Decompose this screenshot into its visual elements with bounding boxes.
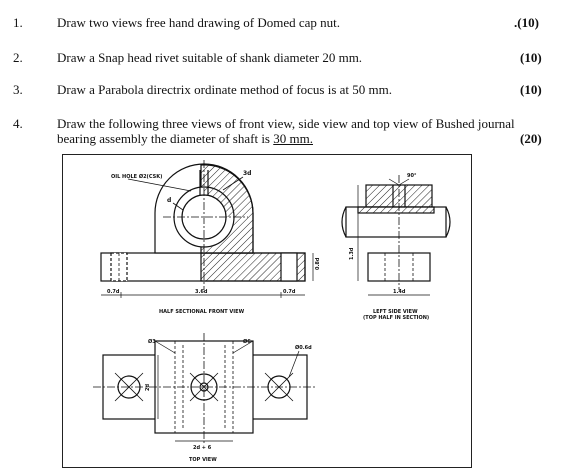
dim-0-8d: 0.8d: [315, 257, 321, 270]
label-d: d: [167, 197, 172, 204]
bearing-drawing-figure: [62, 154, 472, 468]
dim-0-7d-left: 0.7d: [107, 289, 120, 295]
question-4-text-line2: [57, 131, 313, 147]
label-3d: 3d: [243, 170, 252, 177]
question-3-text: Draw a Parabola directrix ordinate method of focus is at 50 mm.: [57, 82, 393, 97]
dim-0-7d-right: 0.7d: [283, 289, 296, 295]
question-2-marks: (10): [520, 50, 542, 65]
dim-2d: 2d: [145, 383, 151, 391]
dim-bottom: 2d + 6: [193, 445, 212, 451]
front-view-caption: HALF SECTIONAL FRONT VIEW: [159, 309, 245, 315]
dim-3-6d: 3.6d: [195, 289, 208, 295]
side-view-caption-2: (TOP HALF IN SECTION): [363, 315, 430, 321]
question-4-text-emph: 30 mm.: [273, 131, 313, 146]
front-view: [101, 160, 313, 298]
top-view: [93, 333, 315, 445]
question-1-text: Draw two views free hand drawing of Domed cap nut.: [57, 15, 341, 30]
dim-1-4d: 1.4d: [393, 289, 406, 295]
question-1-marks: .(10): [514, 15, 539, 30]
angle-90: 90°: [407, 173, 417, 179]
side-view-caption-1: LEFT SIDE VIEW: [373, 309, 418, 315]
top-view-caption: TOP VIEW: [189, 457, 217, 463]
question-1-number: 1.: [13, 15, 23, 30]
question-3-number: 3.: [13, 82, 23, 97]
question-4-text-line1: Draw the following three views of front view, side view and top view of Bushed journal: [57, 116, 515, 131]
question-2-text: Draw a Snap head rivet suitable of shank diameter 20 mm.: [57, 50, 363, 65]
dim-o3: Ø3: [148, 339, 156, 345]
question-2-number: 2.: [13, 50, 23, 65]
dim-1-3d: 1.3d: [349, 247, 355, 260]
dim-o0-6d: Ø0.6d: [295, 345, 312, 351]
bearing-drawing-svg: [63, 155, 471, 467]
dim-o6: Ø6: [243, 339, 251, 345]
question-4-marks: (20): [520, 131, 542, 146]
question-4-text-pre: bearing assembly the diameter of shaft is: [57, 131, 274, 146]
question-4-number: 4.: [13, 116, 23, 131]
oil-hole-label: OIL HOLE Ø2(CSK): [111, 174, 163, 180]
side-view: [342, 175, 450, 295]
question-3-marks: (10): [520, 82, 542, 97]
